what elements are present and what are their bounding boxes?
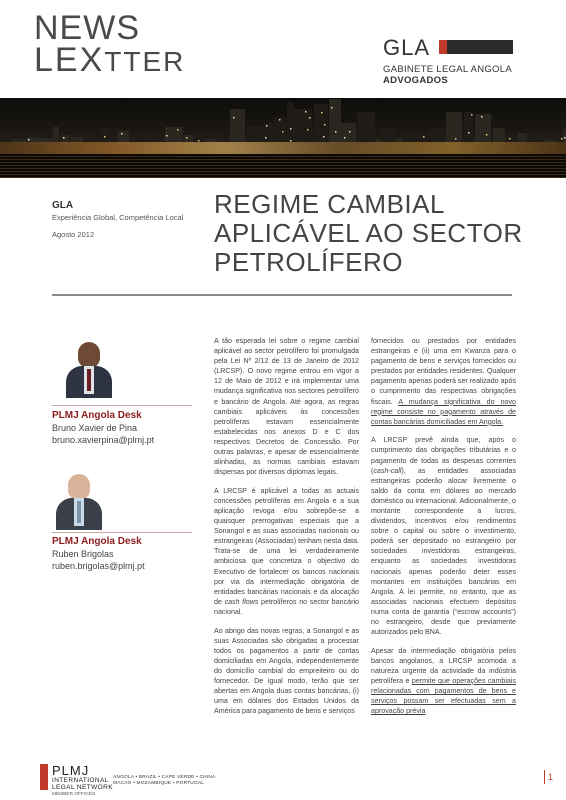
window-light xyxy=(265,137,267,139)
countries-line-1: ANGOLA • BRAZIL • CAPE VERDE • CHINA xyxy=(113,775,216,780)
skyline-building xyxy=(274,117,286,144)
contact-name: Bruno Xavier de Pina xyxy=(52,423,138,433)
skyline-building xyxy=(230,109,245,144)
plmj-wordmark: PLMJ xyxy=(52,763,90,778)
newsletter-title xyxy=(34,9,186,79)
window-light xyxy=(305,111,307,113)
window-light xyxy=(186,137,188,139)
skyline-building xyxy=(475,114,491,144)
window-light xyxy=(468,132,470,134)
highlighted-statement: A mudança significativa do novo regime consiste no pagamento através de contas bancárias domiciliadas em Angola. xyxy=(371,397,516,426)
city-skyline-banner xyxy=(0,98,566,178)
window-light xyxy=(471,114,473,116)
contact-desk-title: PLMJ Angola Desk xyxy=(52,536,142,547)
gla-logo-subtitle: ADVOGADOS xyxy=(383,75,448,86)
paragraph: fornecidos ou prestados por entidades estrangeiras e (ii) uma em Kwanza para o pagamento de bens e serviços fornecidos ou prestados por entidades residentes. Qualquer pagamento apenas poderá ser realizado após o cumprimento das respectivas obrigações fiscais. A mudança significativa do novo regime consiste no pagamento através de contas bancárias domiciliadas em Angola. xyxy=(371,337,516,426)
org-tagline: Experiência Global, Competência Local xyxy=(52,213,184,222)
window-light xyxy=(121,133,123,135)
contact-photo-1 xyxy=(62,336,116,398)
window-light xyxy=(331,107,333,109)
window-light xyxy=(166,135,168,137)
skyline-building xyxy=(341,123,356,144)
contact-divider xyxy=(52,532,192,533)
plmj-network-line1: INTERNATIONAL xyxy=(52,777,109,784)
harbor-lights xyxy=(0,142,566,154)
skyline-building xyxy=(287,102,294,144)
paragraph: A LRCSP prevê ainda que, após o cumprimento das obrigações tributárias e o pagamento de todas as despesas correntes (cash-call), as entidades associadas estrangeiras poderão alocar livremente o saldo da conta em dólares ao mercado doméstico ou internacional. Adicionalmente, o montante correspondente a lucros, dividendos, incentivos e/ou rendimentos sobre o capital ou sobre o investimento, poderá ser depositado no estrangeiro por sociedades investidoras estrangeiras, enquanto as sociedades investidoras nacionais apenas poderão deter esses montantes em instituições bancárias em Angola. A lei permite, no entanto, que as associadas nacionais efectuem depósitos numa conta de garantia (“escrow accounts”) no estrangeiro, desde que previamente autorizados pelo BNA. xyxy=(371,436,516,637)
window-light xyxy=(564,137,566,139)
window-light xyxy=(282,131,284,133)
paragraph: Apesar da intermediação obrigatória pelos bancos angolanos, a LRCSP acomoda a natureza urgente da actividade da indústria petrolífera e permite que operações cambiais relacionadas com pagamentos de bens e serviços possam ser efectuadas sem a aprovação prévia xyxy=(371,646,516,716)
gla-logo-mark: GLA xyxy=(383,35,431,60)
window-light xyxy=(486,134,488,136)
window-light xyxy=(63,137,65,139)
contact-email-link[interactable]: ruben.brigolas@plmj.pt xyxy=(52,561,145,571)
skyline-building xyxy=(314,104,328,144)
plmj-logo xyxy=(52,764,113,797)
article-column-2 xyxy=(371,336,516,756)
skyline-building xyxy=(264,123,274,144)
window-light xyxy=(455,138,457,140)
skyline-building xyxy=(446,112,462,144)
header-divider xyxy=(52,294,512,296)
article-column-1 xyxy=(214,336,359,756)
window-light xyxy=(279,119,281,121)
plmj-member-offices: MEMBER OFFICES xyxy=(52,792,96,797)
issue-date: Agosto 2012 xyxy=(52,230,95,239)
contact-desk-title: PLMJ Angola Desk xyxy=(52,410,142,421)
article-headline: REGIME CAMBIAL APLICÁVEL AO SECTOR PETROLÍFERO xyxy=(214,189,523,277)
org-name: GLA xyxy=(52,200,74,211)
contact-photo-2 xyxy=(52,468,106,530)
window-light xyxy=(309,117,311,119)
highlighted-statement: permite que operações cambiais relacionadas com pagamentos de bens e serviços possam ser efectuadas sem a aprovação prévia xyxy=(371,677,516,716)
skyline-building xyxy=(357,112,375,144)
window-light xyxy=(423,136,425,138)
gla-logo-bar-accent xyxy=(439,40,447,54)
paragraph: A tão esperada lei sobre o regime cambial aplicável ao sector petrolífero foi promulgada pela Lei Nº 2/12 de 13 de Janeiro de 2012 (LRCSP). O novo regime entrou em vigor a 12 de Maio de 2012 e irá implementar uma mudança significativa nos sectores petrolífero e bancário de Angola. Até agora, as regras cambiais aplicáveis às concessões petrolíferas estavam essencialmente estabelecidas nos anexos D e C dos respectivos Decretos de Concessão. Por outras palavras, e apesar de essencialmente alinhadas, as normas cambiais estavam dispersas por diversos diplomas legais. xyxy=(214,337,359,477)
gla-logo xyxy=(383,35,533,86)
window-light xyxy=(177,129,179,131)
contact-email-link[interactable]: bruno.xavierpina@plmj.pt xyxy=(52,435,155,445)
contact-divider xyxy=(52,405,192,406)
page-number: 1 xyxy=(544,770,553,784)
window-light xyxy=(344,137,346,139)
plmj-network-line2: LEGAL NETWORK xyxy=(52,784,113,791)
skyline-building xyxy=(294,109,312,144)
window-light xyxy=(335,131,337,133)
window-light xyxy=(561,138,563,140)
window-light xyxy=(266,125,268,127)
plmj-logo-mark xyxy=(40,764,48,790)
window-light xyxy=(290,128,292,130)
window-light xyxy=(324,124,326,126)
window-light xyxy=(104,136,106,138)
window-light xyxy=(28,139,30,141)
window-light xyxy=(509,138,511,140)
gla-logo-bar xyxy=(439,40,513,54)
gla-logo-full-name: GABINETE LEGAL ANGOLA xyxy=(383,64,512,75)
avatar-head xyxy=(78,342,100,368)
contact-name: Ruben Brigolas xyxy=(52,549,114,559)
window-light xyxy=(481,116,483,118)
avatar-tie xyxy=(87,369,91,391)
avatar-tie xyxy=(77,501,81,523)
paragraph: A LRCSP é aplicável a todas as actuais concessões petrolíferas em Angola e a sua aplicação revoga e/ou sobrepõe-se a quaisquer prerrogativas especiais que a Sonangol e as suas associadas nacionais ou estrangeiras (Associadas) tenham nesta data. Trata-se de uma lei verdadeiramente ambiciosa que concretiza o objectivo do Executivo de fortalecer os bancos nacionais por via da intermediação obrigatória de entidades bancárias nacionais e da alocação de cash flows petrolíferos no sector bancário nacional. xyxy=(214,486,359,616)
countries-line-2: MACAO • MOZAMBIQUE • PORTUGAL xyxy=(113,781,205,786)
avatar-head xyxy=(68,474,90,500)
paragraph: Ao abrigo das novas regras, a Sonangol e as suas Associadas são obrigadas a processar todos os pagamentos a partir de contas domiciliadas em Angola, independentemente do domicílio cambial do empreiteiro ou do fornecedor. De igual modo, terão que ser abertas em Angola duas contas bancárias, (i) uma em dólares dos Estados Unidos da América para pagamento de bens e serviços xyxy=(214,626,359,716)
water-reflection xyxy=(0,154,566,178)
newsletter-title-line1: NEWS xyxy=(34,9,140,47)
window-light xyxy=(349,131,351,133)
network-countries xyxy=(113,775,215,787)
window-light xyxy=(307,129,309,131)
window-light xyxy=(233,117,235,119)
window-light xyxy=(321,112,323,114)
skyline-building xyxy=(329,99,341,144)
skyline-building xyxy=(464,112,473,144)
window-light xyxy=(323,136,325,138)
newsletter-title-line2: LEXTTER xyxy=(34,41,186,79)
